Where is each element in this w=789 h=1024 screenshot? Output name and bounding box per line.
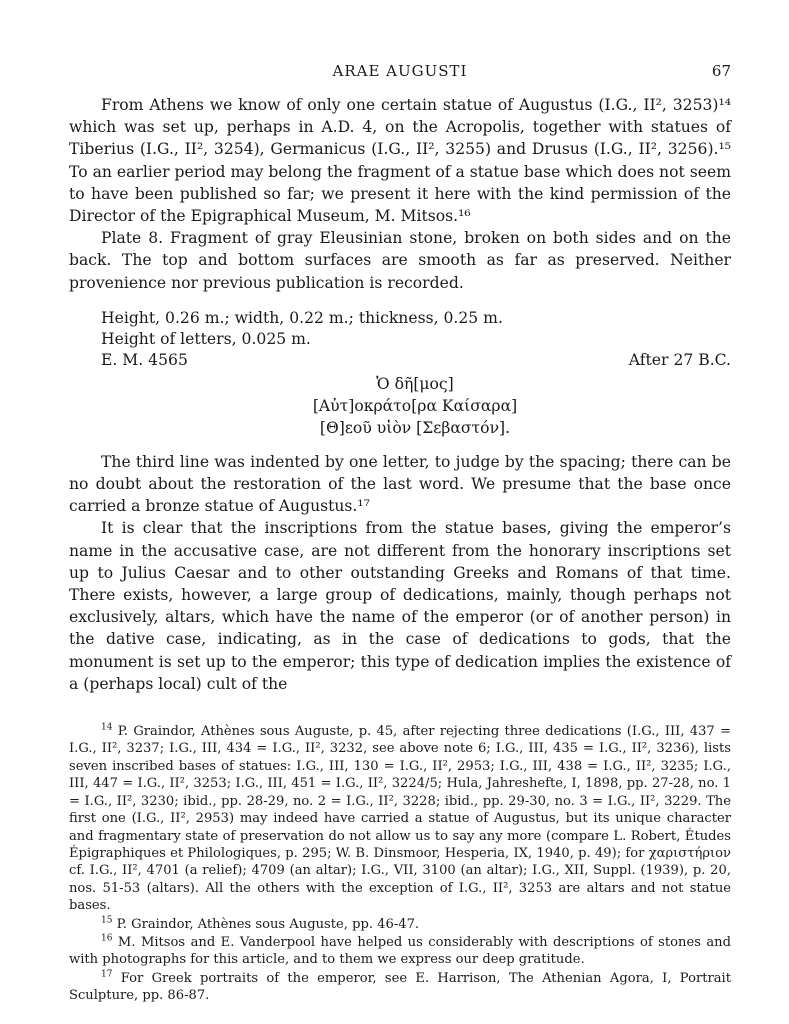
running-title: ARAE AUGUSTI (332, 62, 468, 80)
footnote-marker: 17 (101, 969, 113, 980)
page (69, 56, 731, 1005)
paragraph-1: From Athens we know of only one certain statue of Augustus (I.G., II², 3253)¹⁴ which was set up, perhaps in A.D. 4, on the Acropolis, together with statues of Tiberius (I.G., II², 3254), Germanicus (I.G., II², 3255) and Drusus (I.G., II², 3256).¹⁵ To an earlier period may belong the fragment of a statue base which does not seem to have been published so far; we present it here with the kind permission of the Director of the Epigraphical Museum, M. Mitsos.¹⁶ (69, 96, 731, 226)
page-number: 67 (711, 62, 731, 80)
footnote-16 (69, 934, 731, 969)
footnote-marker: 15 (101, 915, 113, 926)
footnote-text: M. Mitsos and E. Vanderpool have helped us considerably with descriptions of stones and with photographs for this article, and to them we express our deep gratitude. (69, 934, 731, 968)
footnotes (69, 723, 731, 1005)
inscription-line-3: [Θ]εοῦ υἱὸν [Σεβαστόν]. (319, 418, 511, 437)
date-label: After 27 B.C. (628, 350, 731, 369)
running-header (69, 56, 731, 84)
footnote-15 (69, 916, 731, 933)
footnote-marker: 14 (101, 722, 113, 733)
footnote-text: P. Graindor, Athènes sous Auguste, pp. 46-47. (116, 916, 420, 932)
body-text (69, 94, 731, 695)
footnote-17 (69, 970, 731, 1005)
dimensions-line: Height, 0.26 m.; width, 0.22 m.; thickness, 0.25 m. (101, 308, 503, 327)
paragraph-3: The third line was indented by one letter, to judge by the spacing; there can be no doubt about the restoration of the last word. We presume that the base once carried a bronze statue of Augustus.¹⁷ (69, 452, 731, 516)
paragraph-2: Plate 8. Fragment of gray Eleusinian stone, broken on both sides and on the back. The top and bottom surfaces are smooth as far as preserved. Neither provenience nor previous publication is recorded. (69, 229, 731, 292)
inscription-text (69, 373, 731, 439)
inventory-number: E. M. 4565 (101, 350, 188, 369)
letter-height-line: Height of letters, 0.025 m. (101, 329, 311, 348)
inscription-line-1: Ὁ δῆ[μος] (376, 374, 454, 393)
inventory-row (101, 350, 731, 371)
footnote-text: For Greek portraits of the emperor, see E. Harrison, The Athenian Agora, I, Portrait Sculpture, pp. 86-87. (69, 970, 731, 1004)
footnote-marker: 16 (101, 933, 113, 944)
footnote-text: P. Graindor, Athènes sous Auguste, p. 45, after rejecting three dedications (I.G., III, 437 = I.G., II², 3237; I.G., III, 434 = I.G., II², 3232, see above note 6; I.G., III, 435 = I.G., II², 3236), lists seven inscribed bases of statues: I.G., III, 130 = I.G., II², 2953; I.G., III, 438 = I.G., II², 3235; I.G., III, 447 = I.G., II², 3253; I.G., III, 451 = I.G., II², 3224/5; Hula, Jahreshefte, I, 1898, pp. 27-28, no. 1 = I.G., II², 3230; ibid., pp. 28-29, no. 2 = I.G., II², 3228; ibid., pp. 29-30, no. 3 = I.G., II², 3229. The first one (I.G., II², 2953) may indeed have carried a statue of Augustus, but its unique character and fragmentary state of preservation do not allow us to say any more (compare L. Robert, Études Épigraphiques et Philologiques, p. 295; W. B. Dinsmoor, Hesperia, IX, 1940, p. 49); for χαριστήριον cf. I.G., II², 4701 (a relief); 4709 (an altar); I.G., VII, 3100 (an altar); I.G., XII, Suppl. (1939), p. 20, nos. 51-53 (altars). All the others with the exception of I.G., II², 3253 are altars and not statue bases. (69, 724, 731, 914)
inscription-line-2: [Αὐτ]οκράτο[ρα Καίσαρα] (312, 396, 518, 415)
specifications (101, 308, 731, 371)
footnote-14 (69, 723, 731, 914)
paragraph-4: It is clear that the inscriptions from the statue bases, giving the emperor’s name in the accusative case, are not different from the honorary inscriptions set up to Julius Caesar and to other outstanding Greeks and Romans of that time. There exists, however, a large group of dedications, mainly, though perhaps not exclusively, altars, which have the name of the emperor (or of another person) in the dative case, indicating, as in the case of dedications to gods, that the monument is set up to the emperor; this type of dedication implies the existence of a (perhaps local) cult of the (69, 519, 731, 693)
